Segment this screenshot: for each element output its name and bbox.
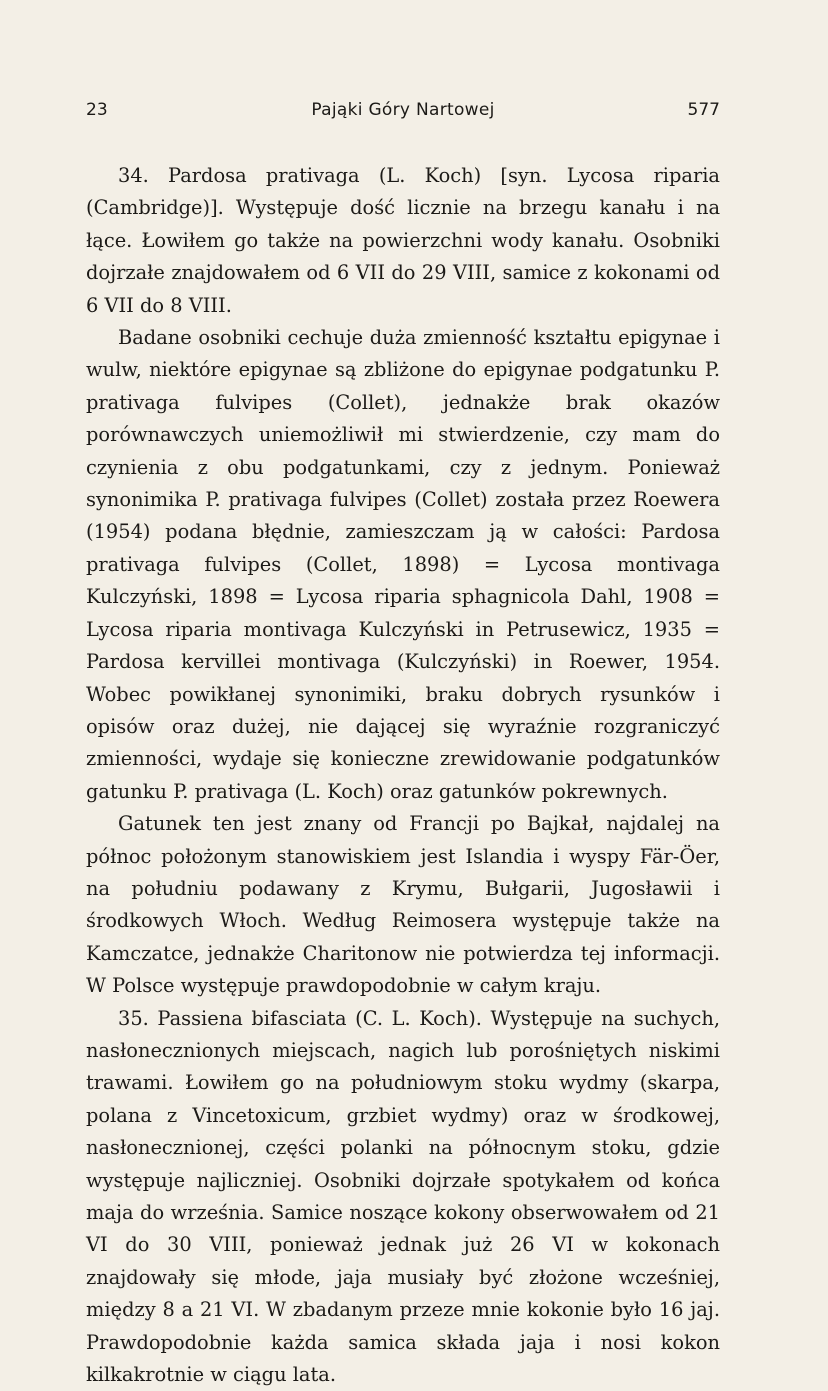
page-number-left: 23 xyxy=(86,100,108,120)
paragraph-species-34: 34. Pardosa prativaga (L. Koch) [syn. Lycosa riparia (Cambridge)]. Występuje dość licznie na brzegu kanału i na łące. Łowiłem go także na powierzchni wody kanału. Osobniki dojrzałe znajdowałem od 6 VII do 29 VIII, samice z kokonami od 6 VII do 8 VIII. xyxy=(86,164,720,317)
running-title: Pająki Góry Nartowej xyxy=(311,100,495,120)
paragraph-variability: Badane osobniki cechuje duża zmienność kształtu epigynae i wulw, niektóre epigynae są zbliżone do epigynae podgatunku P. prativaga fulvipes (Collet), jednakże brak okazów porównawczych uniemożliwił mi stwierdzenie, czy mam do czynienia z obu podgatunkami, czy z jednym. Ponieważ synonimika P. prativaga fulvipes (Collet) została przez Roewera (1954) podana błędnie, zamieszczam ją w całości: Pardosa prativaga fulvipes (Collet, 1898) = Lycosa montivaga Kulczyński, 1898 = Lycosa riparia sphagnicola Dahl, 1908 = Lycosa riparia montivaga Kulczyński in Petrusewicz, 1935 = Pardosa kervillei montivaga (Kulczyński) in Roewer, 1954. Wobec powikłanej synonimiki, braku dobrych rysunków i opisów oraz dużej, nie dającej się wyraźnie rozgraniczyć zmienności, wydaje się konieczne zrewidowanie podgatunków gatunku P. prativaga (L. Koch) oraz gatunków pokrewnych. xyxy=(86,326,720,803)
page-number-right: 577 xyxy=(687,100,720,120)
running-header xyxy=(86,100,720,130)
body-text xyxy=(86,160,720,1391)
paragraph-distribution: Gatunek ten jest znany od Francji po Bajkał, najdalej na północ położonym stanowiskiem jest Islandia i wyspy Fär-Öer, na południu podawany z Krymu, Bułgarii, Jugosławii i środkowych Włoch. Według Reimosera występuje także na Kamczatce, jednakże Charitonow nie potwierdza tej informacji. W Polsce występuje prawdopodobnie w całym kraju. xyxy=(86,812,720,998)
paragraph-species-35: 35. Passiena bifasciata (C. L. Koch). Występuje na suchych, nasłonecznionych miejscach, nagich lub porośniętych niskimi trawami. Łowiłem go na południowym stoku wydmy (skarpa, polana z Vincetoxicum, grzbiet wydmy) oraz w środkowej, nasłonecznionej, części polanki na północnym stoku, gdzie występuje najliczniej. Osobniki dojrzałe spotykałem od końca maja do września. Samice noszące kokony obserwowałem od 21 VI do 30 VIII, ponieważ jednak już 26 VI w kokonach znajdowały się młode, jaja musiały być złożone wcześniej, między 8 a 21 VI. W zbadanym przeze mnie kokonie było 16 jaj. Prawdopodobnie każda samica składa jaja i nosi kokon kilkakrotnie w ciągu lata. xyxy=(86,1006,720,1387)
